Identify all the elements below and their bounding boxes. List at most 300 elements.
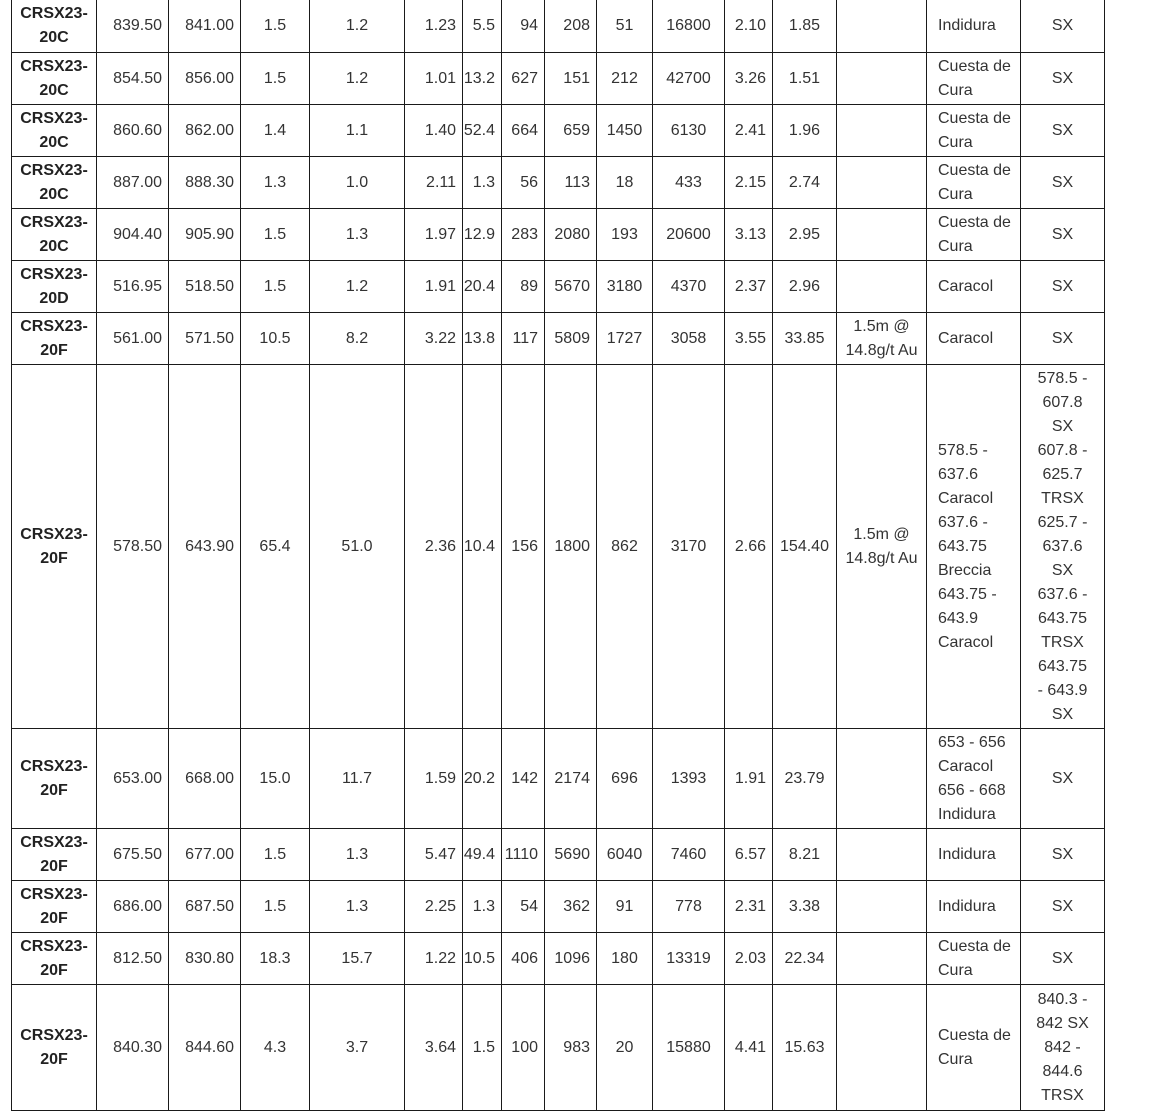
cell-line: SX [1051,845,1074,863]
grade-cell: 1.59 [405,729,463,829]
cell-line: Cuesta de [938,161,1011,179]
cell-line: 578.5 - [1037,369,1088,387]
true-width-cell: 3.7 [310,985,405,1111]
cell-line: Cuesta de [938,213,1011,231]
grade-cell: 20600 [653,209,725,261]
grade-cell: 3058 [653,313,725,365]
to-cell: 856.00 [169,53,241,105]
intercept-note-cell [837,0,927,53]
to-cell: 844.60 [169,985,241,1111]
cell-line: 625.7 - [1037,513,1088,531]
length-cell: 10.5 [241,313,310,365]
grade-cell: 659 [545,105,597,157]
lithology-cell [927,933,1021,985]
cell-line: SX [1051,329,1074,347]
grade-cell: 12.9 [463,209,502,261]
grade-cell: 2.96 [773,261,837,313]
grade-cell: 2.25 [405,881,463,933]
table-body [12,0,1105,1111]
cell-line: Indidura [938,897,996,915]
true-width-cell: 1.3 [310,881,405,933]
length-cell: 1.5 [241,53,310,105]
from-cell: 653.00 [97,729,169,829]
cell-line: 643.75 - [938,585,997,603]
true-width-cell: 51.0 [310,365,405,729]
zone-cell [1021,729,1105,829]
hole-id-cell [12,261,97,313]
grade-cell: 1.51 [773,53,837,105]
grade-cell: 4.41 [725,985,773,1111]
cell-line: Caracol [938,489,994,507]
lithology-cell [927,985,1021,1111]
cell-line: SX [1051,225,1074,243]
true-width-cell: 15.7 [310,933,405,985]
grade-cell: 6.57 [725,829,773,881]
cell-line: SX [1051,769,1074,787]
table-row [12,729,1105,829]
grade-cell: 54 [502,881,545,933]
zone-cell [1021,313,1105,365]
assay-results-table [11,0,1105,1111]
cell-line: CRSX23- [20,885,88,903]
cell-line: CRSX23- [20,213,88,231]
grade-cell: 15.63 [773,985,837,1111]
grade-cell: 1110 [502,829,545,881]
zone-cell [1021,157,1105,209]
cell-line: CRSX23- [20,1026,88,1044]
hole-id-cell [12,985,97,1111]
grade-cell: 10.5 [463,933,502,985]
cell-line: 637.6 - [1037,585,1088,603]
grade-cell: 151 [545,53,597,105]
length-cell: 1.5 [241,881,310,933]
cell-line: Caracol [938,277,994,295]
cell-line: Cuesta de [938,109,1011,127]
hole-id-cell [12,365,97,729]
cell-line: 643.9 [938,609,979,627]
cell-line: Cuesta de [938,937,1011,955]
lithology-cell [927,157,1021,209]
grade-cell: 6130 [653,105,725,157]
grade-cell: 91 [597,881,653,933]
cell-line: Cuesta de [938,57,1011,75]
to-cell: 687.50 [169,881,241,933]
grade-cell: 5.47 [405,829,463,881]
grade-cell: 180 [597,933,653,985]
grade-cell: 3170 [653,365,725,729]
grade-cell: 20.4 [463,261,502,313]
grade-cell: 7460 [653,829,725,881]
grade-cell: 1.97 [405,209,463,261]
grade-cell: 2.15 [725,157,773,209]
cell-line: Indidura [938,805,996,823]
grade-cell: 117 [502,313,545,365]
intercept-note-cell [837,729,927,829]
grade-cell: 89 [502,261,545,313]
cell-line: Cura [938,81,973,99]
cell-line: CRSX23- [20,109,88,127]
true-width-cell: 1.1 [310,105,405,157]
grade-cell: 5690 [545,829,597,881]
cell-line: Caracol [938,633,994,651]
cell-line: 842 SX [1036,1014,1089,1032]
from-cell: 860.60 [97,105,169,157]
lithology-cell [927,0,1021,53]
from-cell: 854.50 [97,53,169,105]
cell-line: SX [1051,897,1074,915]
grade-cell: 49.4 [463,829,502,881]
true-width-cell: 1.2 [310,0,405,53]
grade-cell: 3.55 [725,313,773,365]
cell-line: 20F [40,781,68,799]
hole-id-cell [12,0,97,53]
to-cell: 668.00 [169,729,241,829]
length-cell: 65.4 [241,365,310,729]
intercept-note-cell [837,53,927,105]
grade-cell: 2.66 [725,365,773,729]
cell-line: SX [1051,705,1074,723]
cell-line: SX [1051,561,1074,579]
hole-id-cell [12,881,97,933]
cell-line: 20F [40,857,68,875]
table-row [12,829,1105,881]
to-cell: 571.50 [169,313,241,365]
zone-cell [1021,365,1105,729]
cell-line: SX [1051,173,1074,191]
grade-cell: 208 [545,0,597,53]
cell-line: Caracol [938,757,994,775]
grade-cell: 20 [597,985,653,1111]
cell-line: CRSX23- [20,833,88,851]
from-cell: 516.95 [97,261,169,313]
to-cell: 518.50 [169,261,241,313]
cell-line: 20C [39,237,69,255]
zone-cell [1021,209,1105,261]
table-row [12,209,1105,261]
lithology-cell [927,105,1021,157]
grade-cell: 5809 [545,313,597,365]
grade-cell: 1.22 [405,933,463,985]
cell-line: CRSX23- [20,161,88,179]
from-cell: 887.00 [97,157,169,209]
cell-line: 20D [39,289,69,307]
intercept-note-cell [837,881,927,933]
grade-cell: 13.2 [463,53,502,105]
grade-cell: 100 [502,985,545,1111]
grade-cell: 406 [502,933,545,985]
table-row [12,105,1105,157]
length-cell: 18.3 [241,933,310,985]
length-cell: 1.5 [241,0,310,53]
hole-id-cell [12,105,97,157]
from-cell: 675.50 [97,829,169,881]
grade-cell: 154.40 [773,365,837,729]
from-cell: 812.50 [97,933,169,985]
length-cell: 4.3 [241,985,310,1111]
grade-cell: 56 [502,157,545,209]
length-cell: 1.5 [241,829,310,881]
grade-cell: 51 [597,0,653,53]
lithology-cell [927,261,1021,313]
cell-line: TRSX [1041,489,1084,507]
cell-line: Indidura [938,17,996,34]
grade-cell: 6040 [597,829,653,881]
cell-line: 637.6 [938,465,979,483]
cell-line: SX [1051,277,1074,295]
lithology-cell [927,53,1021,105]
grade-cell: 212 [597,53,653,105]
grade-cell: 193 [597,209,653,261]
grade-cell: 1.91 [405,261,463,313]
cell-line: 20F [40,961,68,979]
cell-line: 1.5m @ [853,525,910,543]
cell-line: 20C [39,29,69,46]
from-cell: 561.00 [97,313,169,365]
cell-line: 840.3 - [1037,990,1088,1008]
cell-line: Cura [938,237,973,255]
cell-line: SX [1051,121,1074,139]
grade-cell: 1.85 [773,0,837,53]
grade-cell: 1800 [545,365,597,729]
grade-cell: 1.91 [725,729,773,829]
cell-line: 656 - 668 [938,781,1006,799]
grade-cell: 1.23 [405,0,463,53]
cell-line: - 643.9 [1037,681,1088,699]
cell-line: 1.5m @ [853,317,910,335]
cell-line: Breccia [938,561,992,579]
hole-id-cell [12,933,97,985]
grade-cell: 1393 [653,729,725,829]
cell-line: SX [1051,417,1074,435]
table-row [12,881,1105,933]
grade-cell: 2080 [545,209,597,261]
intercept-note-cell [837,365,927,729]
cell-line: Cura [938,185,973,203]
grade-cell: 5670 [545,261,597,313]
to-cell: 888.30 [169,157,241,209]
cell-line: Indidura [938,845,996,863]
intercept-note-cell [837,829,927,881]
cell-line: 20C [39,133,69,151]
cell-line: 643.75 [1038,657,1087,675]
grade-cell: 3.22 [405,313,463,365]
cell-line: 20C [39,81,69,99]
length-cell: 1.4 [241,105,310,157]
grade-cell: 1.3 [463,157,502,209]
cell-line: 643.75 [1038,609,1087,627]
to-cell: 862.00 [169,105,241,157]
length-cell: 1.3 [241,157,310,209]
grade-cell: 862 [597,365,653,729]
grade-cell: 10.4 [463,365,502,729]
cell-line: 643.75 [938,537,987,555]
grade-cell: 3.26 [725,53,773,105]
cell-line: TRSX [1041,1086,1084,1104]
grade-cell: 362 [545,881,597,933]
grade-cell: 33.85 [773,313,837,365]
from-cell: 578.50 [97,365,169,729]
grade-cell: 2.74 [773,157,837,209]
grade-cell: 94 [502,0,545,53]
zone-cell [1021,829,1105,881]
intercept-note-cell [837,985,927,1111]
cell-line: 653 - 656 [938,733,1006,751]
length-cell: 15.0 [241,729,310,829]
cell-line: CRSX23- [20,265,88,283]
grade-cell: 2.03 [725,933,773,985]
grade-cell: 2174 [545,729,597,829]
cell-line: Cura [938,133,973,151]
cell-line: Cura [938,1050,973,1068]
grade-cell: 4370 [653,261,725,313]
intercept-note-cell [837,157,927,209]
to-cell: 830.80 [169,933,241,985]
intercept-note-cell [837,105,927,157]
cell-line: 14.8g/t Au [845,341,918,359]
grade-cell: 5.5 [463,0,502,53]
grade-cell: 13319 [653,933,725,985]
cell-line: Cura [938,961,973,979]
grade-cell: 1096 [545,933,597,985]
grade-cell: 2.10 [725,0,773,53]
to-cell: 841.00 [169,0,241,53]
cell-line: 607.8 - [1037,441,1088,459]
from-cell: 839.50 [97,0,169,53]
hole-id-cell [12,829,97,881]
table-row [12,157,1105,209]
table-row [12,0,1105,53]
cell-line: TRSX [1041,633,1084,651]
zone-cell [1021,53,1105,105]
true-width-cell: 1.2 [310,261,405,313]
length-cell: 1.5 [241,261,310,313]
grade-cell: 1.96 [773,105,837,157]
cell-line: 20F [40,549,68,567]
grade-cell: 23.79 [773,729,837,829]
cell-line: CRSX23- [20,317,88,335]
grade-cell: 983 [545,985,597,1111]
grade-cell: 664 [502,105,545,157]
lithology-cell [927,365,1021,729]
cell-line: 625.7 [1042,465,1083,483]
from-cell: 686.00 [97,881,169,933]
grade-cell: 20.2 [463,729,502,829]
grade-cell: 8.21 [773,829,837,881]
hole-id-cell [12,729,97,829]
lithology-cell [927,729,1021,829]
true-width-cell: 11.7 [310,729,405,829]
cell-line: CRSX23- [20,757,88,775]
grade-cell: 1450 [597,105,653,157]
grade-cell: 283 [502,209,545,261]
intercept-note-cell [837,209,927,261]
true-width-cell: 1.3 [310,209,405,261]
zone-cell [1021,881,1105,933]
to-cell: 643.90 [169,365,241,729]
grade-cell: 16800 [653,0,725,53]
to-cell: 905.90 [169,209,241,261]
zone-cell [1021,105,1105,157]
intercept-note-cell [837,313,927,365]
grade-cell: 3.13 [725,209,773,261]
cell-line: CRSX23- [20,525,88,543]
grade-cell: 52.4 [463,105,502,157]
cell-line: 20F [40,1050,68,1068]
grade-cell: 1.01 [405,53,463,105]
grade-cell: 15880 [653,985,725,1111]
cell-line: CRSX23- [20,5,88,22]
table-row [12,365,1105,729]
grade-cell: 3180 [597,261,653,313]
table-row [12,261,1105,313]
cell-line: 14.8g/t Au [845,549,918,567]
grade-cell: 156 [502,365,545,729]
zone-cell [1021,985,1105,1111]
grade-cell: 13.8 [463,313,502,365]
hole-id-cell [12,157,97,209]
grade-cell: 3.38 [773,881,837,933]
true-width-cell: 1.0 [310,157,405,209]
cell-line: CRSX23- [20,57,88,75]
intercept-note-cell [837,261,927,313]
true-width-cell: 1.3 [310,829,405,881]
cell-line: Caracol [938,329,994,347]
grade-cell: 2.37 [725,261,773,313]
cell-line: 607.8 [1042,393,1083,411]
grade-cell: 627 [502,53,545,105]
zone-cell [1021,933,1105,985]
grade-cell: 2.36 [405,365,463,729]
true-width-cell: 8.2 [310,313,405,365]
cell-line: SX [1051,69,1074,87]
grade-cell: 113 [545,157,597,209]
grade-cell: 2.41 [725,105,773,157]
cell-line: 20C [39,185,69,203]
zone-cell [1021,261,1105,313]
true-width-cell: 1.2 [310,53,405,105]
cell-line: 637.6 - [938,513,988,531]
cell-line: 578.5 - [938,441,988,459]
lithology-cell [927,209,1021,261]
grade-cell: 3.64 [405,985,463,1111]
cell-line: SX [1051,17,1074,34]
length-cell: 1.5 [241,209,310,261]
grade-cell: 696 [597,729,653,829]
grade-cell: 778 [653,881,725,933]
grade-cell: 1.40 [405,105,463,157]
from-cell: 904.40 [97,209,169,261]
grade-cell: 1.3 [463,881,502,933]
grade-cell: 42700 [653,53,725,105]
cell-line: Cuesta de [938,1026,1011,1044]
cell-line: 20F [40,909,68,927]
zone-cell [1021,0,1105,53]
lithology-cell [927,881,1021,933]
grade-cell: 2.11 [405,157,463,209]
table-row [12,933,1105,985]
hole-id-cell [12,53,97,105]
table-row [12,313,1105,365]
to-cell: 677.00 [169,829,241,881]
grade-cell: 22.34 [773,933,837,985]
hole-id-cell [12,209,97,261]
table-row [12,985,1105,1111]
hole-id-cell [12,313,97,365]
grade-cell: 433 [653,157,725,209]
cell-line: 842 - [1044,1038,1081,1056]
cell-line: 844.6 [1042,1062,1083,1080]
from-cell: 840.30 [97,985,169,1111]
